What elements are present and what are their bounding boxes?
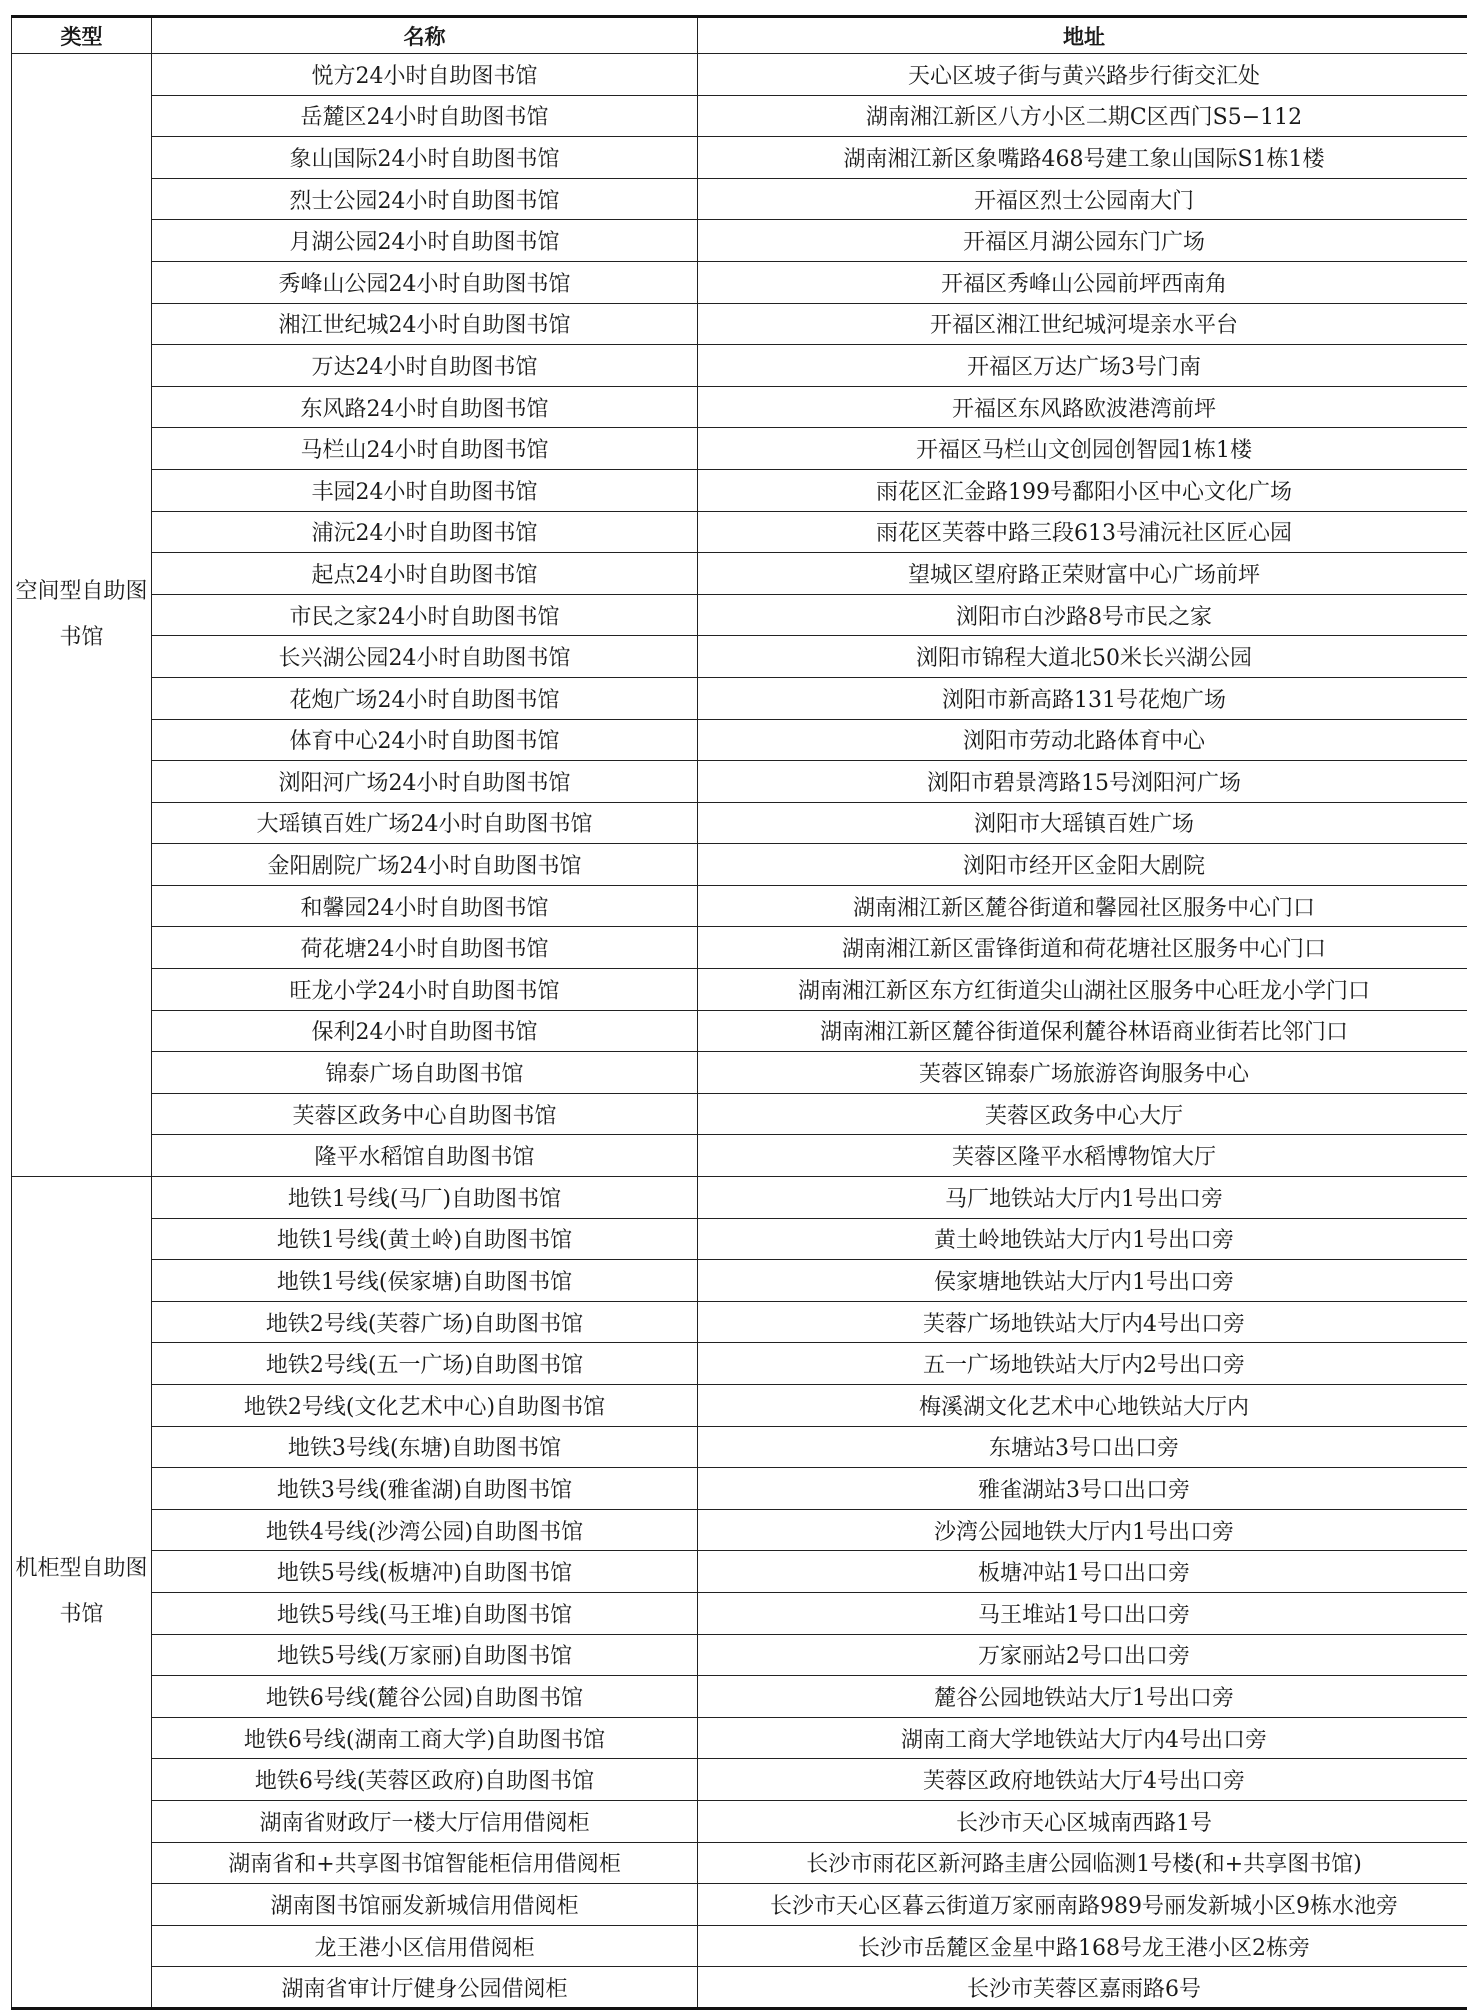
address-cell: 万家丽站2号口出口旁 — [698, 1634, 1467, 1676]
address-cell: 沙湾公园地铁大厅内1号出口旁 — [698, 1509, 1467, 1551]
table-row — [12, 1759, 1467, 1801]
name-cell: 龙王港小区信用借阅柜 — [152, 1925, 698, 1967]
name-cell: 保利24小时自助图书馆 — [152, 1010, 698, 1052]
address-cell: 东塘站3号口出口旁 — [698, 1426, 1467, 1468]
address-cell: 浏阳市新高路131号花炮广场 — [698, 677, 1467, 719]
table-row — [12, 1218, 1467, 1260]
address-cell: 浏阳市经开区金阳大剧院 — [698, 844, 1467, 886]
name-cell: 秀峰山公园24小时自助图书馆 — [152, 261, 698, 303]
address-cell: 黄土岭地铁站大厅内1号出口旁 — [698, 1218, 1467, 1260]
name-cell: 地铁2号线(五一广场)自助图书馆 — [152, 1343, 698, 1385]
name-cell: 隆平水稻馆自助图书馆 — [152, 1135, 698, 1177]
address-cell: 长沙市岳麓区金星中路168号龙王港小区2栋旁 — [698, 1925, 1467, 1967]
name-cell: 丰园24小时自助图书馆 — [152, 469, 698, 511]
address-cell: 芙蓉区政务中心大厅 — [698, 1093, 1467, 1135]
name-cell: 金阳剧院广场24小时自助图书馆 — [152, 844, 698, 886]
name-cell: 地铁1号线(马厂)自助图书馆 — [152, 1177, 698, 1219]
table-row — [12, 1925, 1467, 1967]
address-cell: 湖南湘江新区八方小区二期C区西门S5−112 — [698, 95, 1467, 137]
table-row — [12, 1842, 1467, 1884]
table-row — [12, 511, 1467, 553]
table-row — [12, 178, 1467, 220]
library-table — [11, 15, 1467, 2010]
address-cell: 雨花区汇金路199号鄱阳小区中心文化广场 — [698, 469, 1467, 511]
address-cell: 马厂地铁站大厅内1号出口旁 — [698, 1177, 1467, 1219]
table-row — [12, 1343, 1467, 1385]
name-cell: 起点24小时自助图书馆 — [152, 553, 698, 595]
address-cell: 开福区马栏山文创园创智园1栋1楼 — [698, 428, 1467, 470]
address-cell: 板塘冲站1号口出口旁 — [698, 1551, 1467, 1593]
name-cell: 万达24小时自助图书馆 — [152, 345, 698, 387]
type-cell: 机柜型自助图书馆 — [12, 1177, 152, 2009]
table-row — [12, 553, 1467, 595]
name-cell: 花炮广场24小时自助图书馆 — [152, 677, 698, 719]
table-row — [12, 927, 1467, 969]
header-name: 名称 — [152, 17, 698, 54]
name-cell: 地铁3号线(东塘)自助图书馆 — [152, 1426, 698, 1468]
name-cell: 东风路24小时自助图书馆 — [152, 386, 698, 428]
address-cell: 长沙市天心区暮云街道万家丽南路989号丽发新城小区9栋水池旁 — [698, 1884, 1467, 1926]
address-cell: 浏阳市锦程大道北50米长兴湖公园 — [698, 636, 1467, 678]
table-row — [12, 220, 1467, 262]
address-cell: 浏阳市劳动北路体育中心 — [698, 719, 1467, 761]
address-cell: 湖南工商大学地铁站大厅内4号出口旁 — [698, 1717, 1467, 1759]
name-cell: 浦沅24小时自助图书馆 — [152, 511, 698, 553]
table-row — [12, 1010, 1467, 1052]
table-row — [12, 1301, 1467, 1343]
address-cell: 马王堆站1号口出口旁 — [698, 1592, 1467, 1634]
table-row — [12, 428, 1467, 470]
address-cell: 长沙市天心区城南西路1号 — [698, 1800, 1467, 1842]
table-body — [12, 54, 1467, 2009]
name-cell: 地铁2号线(芙蓉广场)自助图书馆 — [152, 1301, 698, 1343]
table-row — [12, 885, 1467, 927]
address-cell: 芙蓉区锦泰广场旅游咨询服务中心 — [698, 1052, 1467, 1094]
address-cell: 芙蓉区隆平水稻博物馆大厅 — [698, 1135, 1467, 1177]
name-cell: 岳麓区24小时自助图书馆 — [152, 95, 698, 137]
table-row — [12, 1509, 1467, 1551]
address-cell: 开福区湘江世纪城河堤亲水平台 — [698, 303, 1467, 345]
address-cell: 湖南湘江新区象嘴路468号建工象山国际S1栋1楼 — [698, 137, 1467, 179]
table-row — [12, 1884, 1467, 1926]
table-row — [12, 54, 1467, 96]
table-row — [12, 1468, 1467, 1510]
name-cell: 地铁1号线(黄土岭)自助图书馆 — [152, 1218, 698, 1260]
address-cell: 梅溪湖文化艺术中心地铁站大厅内 — [698, 1385, 1467, 1427]
name-cell: 地铁6号线(湖南工商大学)自助图书馆 — [152, 1717, 698, 1759]
library-table-container — [11, 15, 1467, 2010]
name-cell: 地铁5号线(马王堆)自助图书馆 — [152, 1592, 698, 1634]
table-row — [12, 345, 1467, 387]
name-cell: 烈士公园24小时自助图书馆 — [152, 178, 698, 220]
table-row — [12, 1052, 1467, 1094]
name-cell: 悦方24小时自助图书馆 — [152, 54, 698, 96]
address-cell: 雅雀湖站3号口出口旁 — [698, 1468, 1467, 1510]
table-row — [12, 844, 1467, 886]
table-row — [12, 386, 1467, 428]
address-cell: 开福区月湖公园东门广场 — [698, 220, 1467, 262]
address-cell: 浏阳市碧景湾路15号浏阳河广场 — [698, 761, 1467, 803]
address-cell: 芙蓉区政府地铁站大厅4号出口旁 — [698, 1759, 1467, 1801]
address-cell: 芙蓉广场地铁站大厅内4号出口旁 — [698, 1301, 1467, 1343]
name-cell: 地铁3号线(雅雀湖)自助图书馆 — [152, 1468, 698, 1510]
table-row — [12, 1717, 1467, 1759]
address-cell: 开福区烈士公园南大门 — [698, 178, 1467, 220]
table-row — [12, 1385, 1467, 1427]
name-cell: 长兴湖公园24小时自助图书馆 — [152, 636, 698, 678]
address-cell: 开福区万达广场3号门南 — [698, 345, 1467, 387]
name-cell: 地铁5号线(板塘冲)自助图书馆 — [152, 1551, 698, 1593]
name-cell: 湘江世纪城24小时自助图书馆 — [152, 303, 698, 345]
name-cell: 荷花塘24小时自助图书馆 — [152, 927, 698, 969]
name-cell: 地铁5号线(万家丽)自助图书馆 — [152, 1634, 698, 1676]
name-cell: 地铁6号线(芙蓉区政府)自助图书馆 — [152, 1759, 698, 1801]
table-row — [12, 1592, 1467, 1634]
name-cell: 地铁2号线(文化艺术中心)自助图书馆 — [152, 1385, 698, 1427]
name-cell: 马栏山24小时自助图书馆 — [152, 428, 698, 470]
name-cell: 地铁6号线(麓谷公园)自助图书馆 — [152, 1676, 698, 1718]
address-cell: 麓谷公园地铁站大厅1号出口旁 — [698, 1676, 1467, 1718]
table-row — [12, 95, 1467, 137]
address-cell: 浏阳市大瑶镇百姓广场 — [698, 802, 1467, 844]
name-cell: 大瑶镇百姓广场24小时自助图书馆 — [152, 802, 698, 844]
header-row — [12, 17, 1467, 54]
table-row — [12, 1135, 1467, 1177]
name-cell: 湖南省财政厅一楼大厅信用借阅柜 — [152, 1800, 698, 1842]
header-address: 地址 — [698, 17, 1467, 54]
table-row — [12, 303, 1467, 345]
name-cell: 芙蓉区政务中心自助图书馆 — [152, 1093, 698, 1135]
address-cell: 侯家塘地铁站大厅内1号出口旁 — [698, 1260, 1467, 1302]
type-cell: 空间型自助图书馆 — [12, 54, 152, 1177]
table-row — [12, 1093, 1467, 1135]
address-cell: 湖南湘江新区麓谷街道保利麓谷林语商业街若比邻门口 — [698, 1010, 1467, 1052]
address-cell: 天心区坡子街与黄兴路步行街交汇处 — [698, 54, 1467, 96]
table-row — [12, 1676, 1467, 1718]
address-cell: 浏阳市白沙路8号市民之家 — [698, 594, 1467, 636]
table-row — [12, 969, 1467, 1011]
address-cell: 长沙市芙蓉区嘉雨路6号 — [698, 1967, 1467, 2009]
name-cell: 湖南图书馆丽发新城信用借阅柜 — [152, 1884, 698, 1926]
name-cell: 地铁1号线(侯家塘)自助图书馆 — [152, 1260, 698, 1302]
table-row — [12, 677, 1467, 719]
name-cell: 和馨园24小时自助图书馆 — [152, 885, 698, 927]
table-row — [12, 1426, 1467, 1468]
table-row — [12, 1800, 1467, 1842]
address-cell: 开福区秀峰山公园前坪西南角 — [698, 261, 1467, 303]
name-cell: 浏阳河广场24小时自助图书馆 — [152, 761, 698, 803]
table-row — [12, 261, 1467, 303]
table-row — [12, 761, 1467, 803]
name-cell: 市民之家24小时自助图书馆 — [152, 594, 698, 636]
table-row — [12, 1551, 1467, 1593]
name-cell: 象山国际24小时自助图书馆 — [152, 137, 698, 179]
name-cell: 地铁4号线(沙湾公园)自助图书馆 — [152, 1509, 698, 1551]
table-row — [12, 137, 1467, 179]
table-row — [12, 1260, 1467, 1302]
table-row — [12, 719, 1467, 761]
address-cell: 开福区东风路欧波港湾前坪 — [698, 386, 1467, 428]
table-row — [12, 1177, 1467, 1219]
table-row — [12, 636, 1467, 678]
table-row — [12, 1967, 1467, 2009]
name-cell: 锦泰广场自助图书馆 — [152, 1052, 698, 1094]
address-cell: 五一广场地铁站大厅内2号出口旁 — [698, 1343, 1467, 1385]
table-row — [12, 1634, 1467, 1676]
name-cell: 月湖公园24小时自助图书馆 — [152, 220, 698, 262]
address-cell: 望城区望府路正荣财富中心广场前坪 — [698, 553, 1467, 595]
address-cell: 雨花区芙蓉中路三段613号浦沅社区匠心园 — [698, 511, 1467, 553]
name-cell: 湖南省审计厅健身公园借阅柜 — [152, 1967, 698, 2009]
table-header — [12, 17, 1467, 54]
address-cell: 长沙市雨花区新河路圭唐公园临测1号楼(和+共享图书馆) — [698, 1842, 1467, 1884]
table-row — [12, 469, 1467, 511]
name-cell: 体育中心24小时自助图书馆 — [152, 719, 698, 761]
address-cell: 湖南湘江新区东方红街道尖山湖社区服务中心旺龙小学门口 — [698, 969, 1467, 1011]
table-row — [12, 594, 1467, 636]
name-cell: 湖南省和+共享图书馆智能柜信用借阅柜 — [152, 1842, 698, 1884]
address-cell: 湖南湘江新区麓谷街道和馨园社区服务中心门口 — [698, 885, 1467, 927]
header-type: 类型 — [12, 17, 152, 54]
table-row — [12, 802, 1467, 844]
address-cell: 湖南湘江新区雷锋街道和荷花塘社区服务中心门口 — [698, 927, 1467, 969]
name-cell: 旺龙小学24小时自助图书馆 — [152, 969, 698, 1011]
